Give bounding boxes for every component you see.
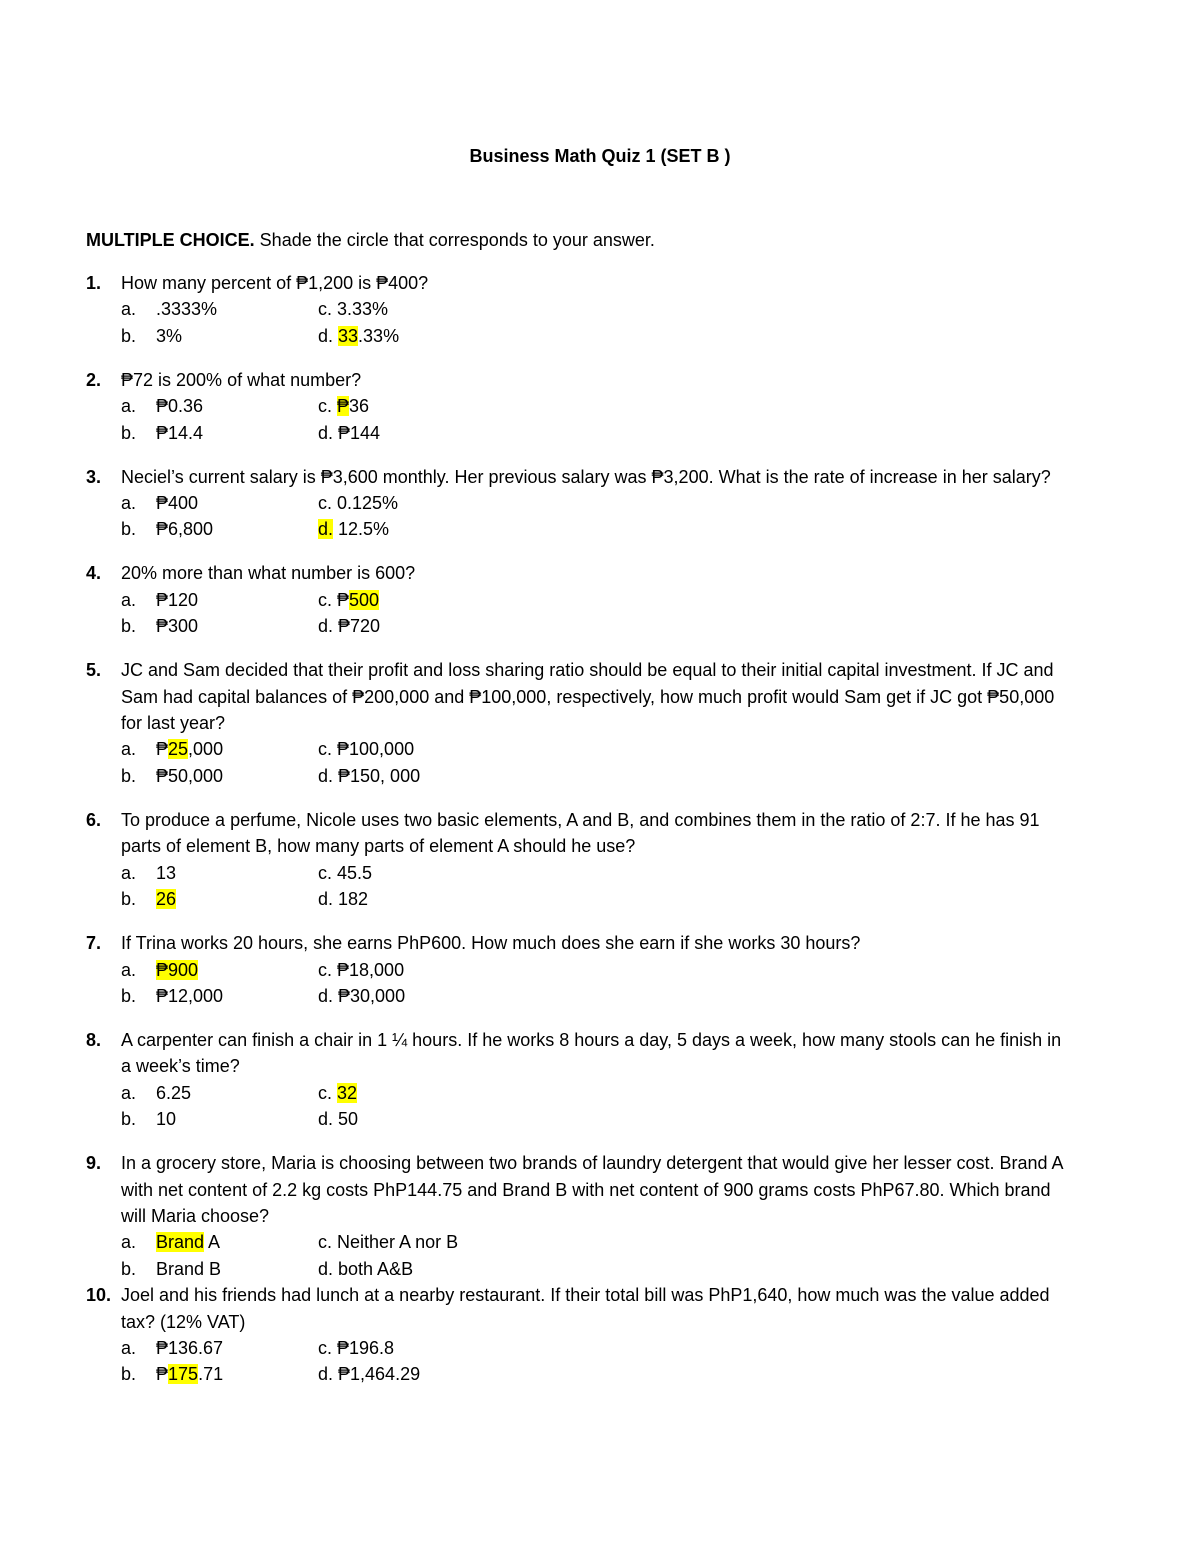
option-value: [156, 393, 203, 419]
option-letter: [318, 1256, 333, 1282]
option-value: [156, 613, 198, 639]
option-text: ₱100,000: [337, 739, 415, 760]
option-a: [121, 393, 318, 419]
highlighted-answer: 175: [168, 1364, 199, 1385]
option-letter-text: c.: [318, 589, 333, 610]
option-letter: [318, 736, 332, 762]
option-letter-text: d.: [318, 422, 334, 443]
question-10: [86, 1282, 1076, 1388]
option-a: [121, 957, 318, 983]
option-value: [338, 613, 380, 639]
option-text: .71: [198, 1364, 224, 1385]
option-letter-text: b.: [121, 765, 137, 786]
option-letter-text: a.: [121, 493, 137, 514]
highlighted-answer: ₱: [337, 396, 350, 417]
option-text: ₱1,464.29: [338, 1364, 421, 1385]
question-number: 8.: [86, 1029, 102, 1050]
option-row: [86, 1335, 1076, 1361]
option-c: [318, 736, 414, 762]
option-text: ₱: [156, 1364, 169, 1385]
option-letter: [318, 323, 333, 349]
option-row: [86, 1229, 1076, 1255]
option-value: [337, 1229, 458, 1255]
option-row: [86, 860, 1076, 886]
option-text: ₱6,800: [156, 519, 214, 540]
option-letter: [318, 393, 332, 419]
option-a: [121, 1335, 318, 1361]
option-letter-text: b.: [121, 985, 137, 1006]
question-number: 7.: [86, 933, 102, 954]
question-list: [86, 270, 1076, 1405]
option-letter: [121, 587, 156, 613]
option-b: [121, 323, 318, 349]
option-b: [121, 516, 318, 542]
option-row: [86, 1080, 1076, 1106]
option-a: [121, 1080, 318, 1106]
option-row: [86, 957, 1076, 983]
option-letter: [318, 587, 332, 613]
option-value: [156, 1080, 191, 1106]
question-line: [86, 807, 1076, 860]
question-text: 20% more than what number is 600?: [121, 563, 416, 584]
option-row: [86, 296, 1076, 322]
question-6: [86, 807, 1076, 913]
option-letter-text: c.: [318, 739, 333, 760]
option-text: 13: [156, 862, 177, 883]
highlighted-answer: 25: [168, 739, 189, 760]
option-value: [156, 490, 198, 516]
option-value: [156, 763, 223, 789]
option-text: 50: [338, 1109, 359, 1130]
option-b: [121, 886, 318, 912]
instructions: [86, 228, 1086, 252]
question-text: How many percent of ₱1,200 is ₱400?: [121, 273, 429, 293]
question-4: [86, 560, 1076, 639]
option-a: [121, 1229, 318, 1255]
option-value: [337, 1080, 357, 1106]
option-value: [338, 516, 389, 542]
question-text: ₱72 is 200% of what number?: [121, 369, 362, 390]
option-letter-text: b.: [121, 616, 137, 637]
option-d: [318, 613, 380, 639]
question-1: [86, 270, 1076, 349]
question-number: 4.: [86, 563, 102, 584]
option-letter-text: a.: [121, 1337, 137, 1358]
question-number: 10.: [86, 1285, 112, 1306]
option-letter-text: c.: [318, 1232, 333, 1253]
option-letter: [318, 1335, 332, 1361]
option-value: [338, 983, 405, 1009]
option-text: Neither A nor B: [337, 1232, 459, 1253]
option-letter-text: d.: [318, 519, 334, 540]
option-letter-text: d.: [318, 1109, 334, 1130]
option-letter-text: c.: [318, 862, 333, 883]
option-value: [338, 1361, 420, 1387]
option-text: A: [204, 1232, 221, 1253]
option-row: [86, 1361, 1076, 1387]
option-row: [86, 886, 1076, 912]
option-text: ₱: [156, 739, 169, 760]
question-9: [86, 1150, 1076, 1282]
option-letter: [318, 613, 333, 639]
question-text: To produce a perfume, Nicole uses two basic elements, A and B, and combines them in the ratio of 2:7. If he has 91 parts of element B, how many parts of element A should he use?: [121, 809, 1040, 857]
question-2: [86, 367, 1076, 446]
option-value: [156, 983, 223, 1009]
option-letter: [121, 516, 156, 542]
option-row: [86, 763, 1076, 789]
option-value: [338, 1256, 413, 1282]
option-letter: [121, 323, 156, 349]
option-text: Brand B: [156, 1258, 222, 1279]
option-text: 12.5%: [338, 519, 390, 540]
option-letter-text: d.: [318, 616, 334, 637]
option-letter: [318, 1361, 333, 1387]
option-value: [338, 886, 368, 912]
option-letter-text: a.: [121, 1232, 137, 1253]
option-value: [156, 1335, 223, 1361]
option-d: [318, 1106, 358, 1132]
option-letter-text: a.: [121, 739, 137, 760]
option-text: ₱12,000: [156, 985, 224, 1006]
option-text: 36: [349, 396, 370, 417]
option-text: 182: [338, 889, 369, 910]
option-value: [156, 860, 176, 886]
option-value: [337, 736, 414, 762]
option-a: [121, 490, 318, 516]
highlighted-answer: 26: [156, 889, 177, 910]
highlighted-answer: ₱900: [156, 959, 199, 980]
option-text: ₱120: [156, 589, 199, 610]
option-text: ₱720: [338, 616, 381, 637]
question-line: [86, 1027, 1076, 1080]
question-5: [86, 657, 1076, 789]
option-letter: [318, 957, 332, 983]
option-value: [337, 393, 369, 419]
option-row: [86, 420, 1076, 446]
option-value: [337, 490, 398, 516]
option-d: [318, 763, 420, 789]
option-text: ₱150, 000: [338, 765, 421, 786]
question-7: [86, 930, 1076, 1009]
question-line: [86, 1282, 1076, 1335]
option-c: [318, 860, 372, 886]
option-letter: [318, 983, 333, 1009]
option-value: [156, 1229, 220, 1255]
question-line: [86, 657, 1076, 736]
option-value: [156, 516, 213, 542]
option-text: ₱50,000: [156, 765, 224, 786]
option-letter: [318, 296, 332, 322]
option-row: [86, 323, 1076, 349]
option-row: [86, 983, 1076, 1009]
option-c: [318, 490, 398, 516]
option-text: 0.125%: [337, 493, 399, 514]
option-d: [318, 420, 380, 446]
option-text: 6.25: [156, 1082, 192, 1103]
option-letter: [318, 763, 333, 789]
option-letter-text: b.: [121, 325, 137, 346]
option-text: ₱30,000: [338, 985, 406, 1006]
option-d: [318, 886, 368, 912]
option-letter: [121, 296, 156, 322]
option-value: [156, 1361, 223, 1387]
option-c: [318, 393, 369, 419]
option-a: [121, 736, 318, 762]
option-letter-text: a.: [121, 959, 137, 980]
question-3: [86, 464, 1076, 543]
option-letter: [121, 1080, 156, 1106]
option-letter: [121, 1256, 156, 1282]
option-text: 10: [156, 1109, 177, 1130]
option-text: both A&B: [338, 1258, 414, 1279]
option-letter: [121, 860, 156, 886]
option-value: [156, 736, 223, 762]
option-letter: [121, 1229, 156, 1255]
highlighted-answer: Brand: [156, 1232, 205, 1253]
option-value: [156, 1106, 176, 1132]
option-c: [318, 1080, 357, 1106]
option-letter: [318, 886, 333, 912]
question-text: Neciel’s current salary is ₱3,600 monthly. Her previous salary was ₱3,200. What is the rate of increase in her salary?: [121, 466, 1051, 487]
option-b: [121, 420, 318, 446]
option-text: ₱136.67: [156, 1337, 224, 1358]
question-number: 6.: [86, 809, 102, 830]
option-letter: [121, 957, 156, 983]
option-letter-text: c.: [318, 299, 333, 320]
option-b: [121, 983, 318, 1009]
option-letter: [121, 420, 156, 446]
option-text: 3%: [156, 325, 183, 346]
question-number: 2.: [86, 369, 102, 390]
option-text: ₱14.4: [156, 422, 204, 443]
highlighted-answer: 33: [338, 325, 359, 346]
option-letter: [318, 420, 333, 446]
option-value: [337, 296, 388, 322]
option-row: [86, 613, 1076, 639]
option-value: [156, 957, 198, 983]
option-letter-text: d.: [318, 889, 334, 910]
option-value: [337, 587, 379, 613]
option-letter: [121, 1106, 156, 1132]
option-letter: [318, 860, 332, 886]
option-letter: [121, 1335, 156, 1361]
question-text: In a grocery store, Maria is choosing between two brands of laundry detergent that would give her lesser cost. Brand A with net content of 2.2 kg costs PhP144.75 and Brand B with net content of 900 grams costs PhP67.80. Which brand will Maria choose?: [121, 1153, 1063, 1226]
option-b: [121, 763, 318, 789]
option-text: ₱300: [156, 616, 199, 637]
option-letter-text: c.: [318, 396, 333, 417]
option-row: [86, 490, 1076, 516]
option-a: [121, 587, 318, 613]
option-letter: [318, 1106, 333, 1132]
option-text: ₱196.8: [337, 1337, 395, 1358]
option-a: [121, 296, 318, 322]
option-b: [121, 1361, 318, 1387]
instructions-text: Shade the circle that corresponds to your answer.: [254, 230, 655, 250]
option-value: [156, 587, 198, 613]
option-value: [338, 420, 380, 446]
option-value: [337, 1335, 394, 1361]
instructions-lead: MULTIPLE CHOICE.: [86, 230, 255, 250]
option-letter-text: b.: [121, 1364, 137, 1385]
question-text: JC and Sam decided that their profit and loss sharing ratio should be equal to their initial capital investment. If JC and Sam had capital balances of ₱200,000 and ₱100,000, respectively, how much profit would Sam get if JC got ₱50,000 for last year?: [121, 660, 1055, 734]
question-text: A carpenter can finish a chair in 1 ¼ hours. If he works 8 hours a day, 5 days a week, how many stools can he finish in a week’s time?: [121, 1029, 1062, 1077]
option-value: [337, 957, 404, 983]
option-text: ₱400: [156, 493, 199, 514]
option-letter: [318, 490, 332, 516]
question-line: [86, 1150, 1076, 1229]
option-value: [156, 1256, 221, 1282]
option-letter-text: b.: [121, 422, 137, 443]
option-letter-text: c.: [318, 1337, 333, 1358]
question-text: If Trina works 20 hours, she earns PhP600. How much does she earn if she works 30 hours?: [121, 933, 861, 954]
option-letter: [318, 1229, 332, 1255]
question-line: [86, 560, 1076, 586]
option-row: [86, 516, 1076, 542]
option-letter-text: a.: [121, 589, 137, 610]
option-text: ₱0.36: [156, 396, 204, 417]
option-value: [156, 886, 176, 912]
option-text: 3.33%: [337, 299, 389, 320]
option-text: ,000: [188, 739, 224, 760]
option-letter-text: d.: [318, 1258, 334, 1279]
option-letter-text: d.: [318, 985, 334, 1006]
option-letter-text: a.: [121, 396, 137, 417]
question-line: [86, 464, 1076, 490]
option-b: [121, 1256, 318, 1282]
option-text: ₱144: [338, 422, 381, 443]
option-letter-text: a.: [121, 299, 137, 320]
option-row: [86, 1256, 1076, 1282]
option-d: [318, 516, 389, 542]
option-letter: [121, 393, 156, 419]
option-row: [86, 736, 1076, 762]
option-letter-text: b.: [121, 519, 137, 540]
option-d: [318, 1256, 413, 1282]
option-a: [121, 860, 318, 886]
option-c: [318, 587, 379, 613]
highlighted-answer: 32: [337, 1082, 358, 1103]
question-text: Joel and his friends had lunch at a nearby restaurant. If their total bill was PhP1,640, how much was the value added tax? (12% VAT): [121, 1285, 1050, 1332]
question-number: 9.: [86, 1153, 102, 1174]
option-letter: [121, 886, 156, 912]
option-row: [86, 393, 1076, 419]
option-letter: [121, 1361, 156, 1387]
option-letter-text: b.: [121, 1258, 137, 1279]
option-value: [338, 763, 420, 789]
option-row: [86, 1106, 1076, 1132]
question-number: 1.: [86, 273, 102, 293]
option-text: ₱18,000: [337, 959, 405, 980]
option-b: [121, 1106, 318, 1132]
question-8: [86, 1027, 1076, 1133]
option-value: [337, 860, 372, 886]
option-value: [156, 420, 203, 446]
option-letter-text: b.: [121, 889, 137, 910]
option-text: 45.5: [337, 862, 373, 883]
question-line: [86, 367, 1076, 393]
option-value: [338, 1106, 358, 1132]
option-text: .3333%: [156, 299, 218, 320]
option-c: [318, 296, 388, 322]
option-d: [318, 1361, 420, 1387]
option-letter-text: d.: [318, 765, 334, 786]
question-number: 3.: [86, 466, 102, 487]
option-letter: [121, 490, 156, 516]
option-text: ₱: [337, 589, 350, 610]
option-d: [318, 983, 405, 1009]
page-title: Business Math Quiz 1 (SET B ): [469, 146, 731, 166]
highlighted-answer: 500: [349, 589, 380, 610]
option-letter: [318, 1080, 332, 1106]
question-number: 5.: [86, 660, 102, 681]
option-letter-text: a.: [121, 862, 137, 883]
option-letter-text: d.: [318, 325, 334, 346]
option-letter-text: d.: [318, 1364, 334, 1385]
option-letter-text: c.: [318, 493, 333, 514]
option-value: [156, 323, 182, 349]
option-letter-text: c.: [318, 959, 333, 980]
option-row: [86, 587, 1076, 613]
option-c: [318, 1229, 458, 1255]
option-b: [121, 613, 318, 639]
option-letter: [121, 983, 156, 1009]
option-value: [338, 323, 399, 349]
option-d: [318, 323, 399, 349]
option-letter-text: b.: [121, 1109, 137, 1130]
option-letter: [318, 516, 333, 542]
option-letter: [121, 763, 156, 789]
option-letter-text: c.: [318, 1082, 333, 1103]
option-letter: [121, 736, 156, 762]
option-c: [318, 1335, 394, 1361]
option-value: [156, 296, 217, 322]
question-line: [86, 930, 1076, 956]
option-text: .33%: [358, 325, 400, 346]
option-letter: [121, 613, 156, 639]
option-letter-text: a.: [121, 1082, 137, 1103]
question-line: [86, 270, 1076, 296]
option-c: [318, 957, 404, 983]
